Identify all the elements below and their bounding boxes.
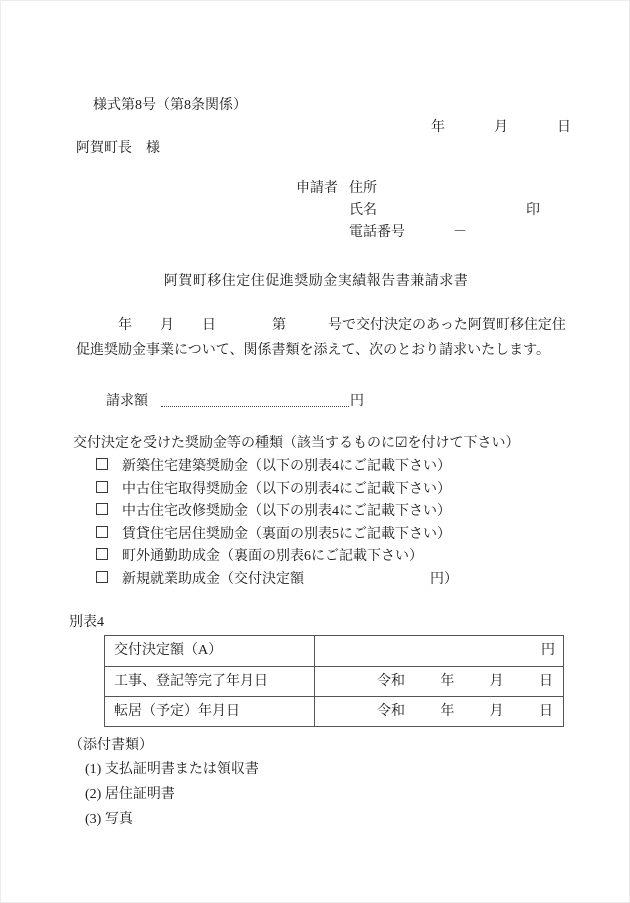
applicant-seal-label: 印: [526, 203, 540, 218]
table-row: [105, 666, 563, 696]
header-date-line: [431, 116, 571, 136]
applicant-address-label: 住所: [349, 181, 377, 196]
header-date-year: 年: [431, 120, 445, 135]
table-row-date-field[interactable]: [315, 667, 563, 696]
checkbox-icon-rental-residence[interactable]: [96, 526, 108, 538]
form-number: 様式第8号（第8条関係）: [93, 98, 247, 113]
attachment-item: (2) 居住証明書: [85, 787, 175, 802]
table-row-label: 工事、登記等完了年月日: [105, 667, 315, 696]
claim-amount-unit: 円: [350, 394, 364, 409]
body-line-2: 促進奨励金事業について、関係書類を添えて、次のとおり請求いたします。: [76, 343, 551, 358]
checkbox-icon-commuting-subsidy[interactable]: [96, 548, 108, 560]
table-row-date-field[interactable]: [315, 697, 563, 726]
year-label: 年: [440, 674, 455, 689]
incentive-item-label: 町外通勤助成金（裏面の別表6にご記載下さい）: [122, 549, 423, 564]
attachment-item: (1) 支払証明書または領収書: [85, 762, 259, 777]
table-row: [105, 696, 563, 726]
table-row-label: 転居（予定）年月日: [105, 697, 315, 726]
claim-amount-label: 請求額: [106, 394, 148, 409]
checkbox-icon-used-purchase[interactable]: [96, 481, 108, 493]
incentives-heading: 交付決定を受けた奨励金等の種類（該当するものに☑を付けて下さい）: [73, 436, 520, 451]
day-label: 日: [538, 674, 553, 689]
incentive-item-label: 中古住宅取得奨励金（以下の別表4にご記載下さい）: [122, 482, 451, 497]
table-row-value-field[interactable]: 円: [541, 643, 555, 658]
attachment-item: (3) 写真: [85, 812, 133, 827]
applicant-phone-label: 電話番号: [349, 225, 405, 240]
year-label: 年: [440, 704, 455, 719]
attachments-heading: （添付書類）: [69, 738, 153, 753]
header-date-day: 日: [557, 120, 571, 135]
claim-amount-field[interactable]: [161, 390, 349, 407]
table-row-label: 交付決定額（A）: [105, 636, 315, 666]
checkbox-icon-new-build[interactable]: [96, 458, 108, 470]
era-label: 令和: [377, 674, 405, 689]
applicant-phone-dash: －: [453, 225, 467, 240]
checkbox-icon-used-renovation[interactable]: [96, 503, 108, 515]
page-title: 阿賀町移住定住促進奨励金実績報告書兼請求書: [163, 274, 469, 289]
incentive-item-label: 中古住宅改修奨励金（以下の別表4にご記載下さい）: [122, 504, 451, 519]
month-label: 月: [489, 674, 504, 689]
applicant-role-label: 申請者: [296, 181, 338, 196]
incentive-item-label: 新築住宅建築奨励金（以下の別表4にご記載下さい）: [122, 459, 451, 474]
day-label: 日: [538, 704, 553, 719]
appendix-table-caption: 別表4: [69, 615, 104, 630]
incentive-item-label: 新規就業助成金（交付決定額 円）: [122, 572, 458, 587]
incentive-item-label: 賃貸住宅居住奨励金（裏面の別表5にご記載下さい）: [122, 527, 451, 542]
month-label: 月: [489, 704, 504, 719]
addressee: 阿賀町長 様: [76, 141, 160, 156]
body-line-1: 年 月 日 第 号で交付決定のあった阿賀町移住定住: [76, 318, 566, 333]
table-row: [105, 636, 563, 666]
header-date-month: 月: [494, 120, 508, 135]
appendix-table: [104, 635, 564, 727]
era-label: 令和: [377, 704, 405, 719]
checkbox-icon-new-employment[interactable]: [96, 571, 108, 583]
applicant-name-label: 氏名: [349, 203, 377, 218]
